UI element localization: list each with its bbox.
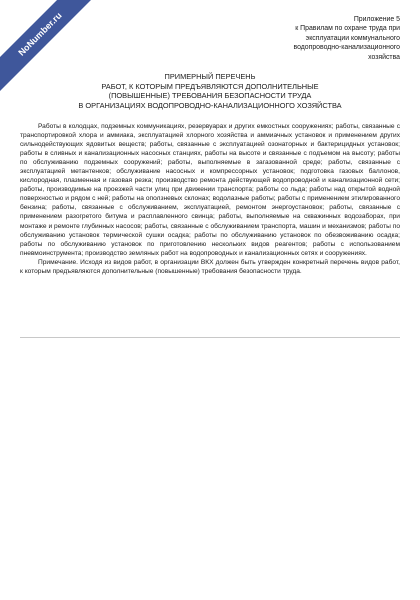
appendix-block: [250, 15, 400, 62]
title-line: В ОРГАНИЗАЦИЯХ ВОДОПРОВОДНО-КАНАЛИЗАЦИОННОГО ХОЗЯЙСТВА: [78, 100, 342, 110]
note-paragraph: Примечание. Исходя из видов работ, в организации ВКХ должен быть утвержден конкретный перечень видов работ, к которым предъявляются дополнительные (повышенные) требования безопасности труда.: [20, 258, 400, 275]
appendix-line: Приложение 5: [353, 16, 400, 23]
appendix-line: водопроводно-канализационного: [293, 44, 400, 52]
watermark-text: NoNumber.ru: [16, 10, 64, 58]
title-line: (ПОВЫШЕННЫЕ) ТРЕБОВАНИЯ БЕЗОПАСНОСТИ ТРУДА: [108, 91, 312, 100]
document-body: [20, 122, 400, 276]
appendix-line: хозяйства: [368, 53, 400, 61]
main-paragraph: Работы в колодцах, подземных коммуникациях, резервуарах и других емкостных сооружениях; работы, связанные с транспортировкой хлора и аммиака, эксплуатацией хлорного хозяйства и аммиачных установок и применением других сильнодействующих ядовитых веществ; работы, связанные с эксплуатацией озонаторных и бактерицидных установок; работы в сливных и канализационных насосных станциях, работы на высоте и связанные с подъемом на высоту; работы по обслуживанию подземных сооружений; работы, выполняемые в загазованной среде; работы, связанные с эксплуатацией метантенков; обслуживание насосных и компрессорных установок; подготовка газовых баллонов, кислородная, плазменная и газовая резка; производство ремонта действующей водопроводной и канализационной сети; работы, производимые на проезжей части улиц при движении транспорта; работы со льда; работы над открытой водной поверхностью и рядом с ней; работы на оползневых склонах; водолазные работы; работы с применением этилированного бензина; работы, связанные с обслуживанием, эксплуатацией, ремонтом энергоустановок; работы, связанные с применением разогретого битума и расплавленного свинца; работы, выполняемые на скважинных водозаборах, при монтаже и ремонте глубинных насосов; работы, связанные с обслуживанием транспорта, машин и механизмов; работы по обслуживанию установок термической сушки осадка; работы по обслуживанию установок по обезвоживанию осадка; работы по обслуживанию установок по приготовлению нескольких видов реагентов; работы с использованием пневмоинструмента; производство земляных работ на водопроводных и канализационных сетях и сооружениях.: [20, 123, 400, 257]
title-line: ПРИМЕРНЫЙ ПЕРЕЧЕНЬ: [164, 72, 256, 81]
document-title: [40, 72, 380, 110]
title-line: РАБОТ, К КОТОРЫМ ПРЕДЪЯВЛЯЮТСЯ ДОПОЛНИТЕЛЬНЫЕ: [101, 81, 319, 91]
appendix-line: эксплуатации коммунального: [305, 34, 400, 42]
appendix-line: к Правилам по охране труда при: [295, 25, 400, 33]
divider: [20, 337, 400, 338]
